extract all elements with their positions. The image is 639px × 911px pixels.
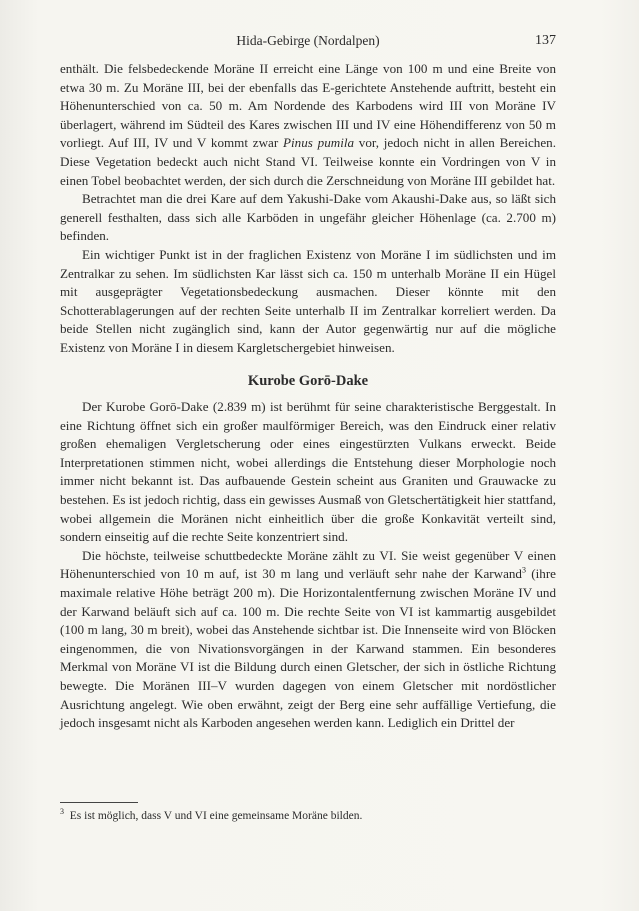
page-body bbox=[60, 60, 556, 733]
paragraph-kurobe-intro: Der Kurobe Gorō-Dake (2.839 m) ist berühmt für seine charakteristische Berggestalt. In eine Richtung öffnet sich ein großer maulförmiger Bereich, was den Eindruck einer relativ großen ehemaligen Vergletscherung oder eines eingestürzten Vulkans erweckt. Beide Interpretationen stimmen nicht, wobei allerdings die Entstehung dieser Morphologie noch immer nicht bekannt ist. Das aufbauende Gestein scheint aus Graniten und Grauwacke zu bestehen. Es ist jedoch richtig, dass ein gewisses Ausmaß von Gletschertätigkeit hier stattfand, wobei allgemein die Moränen nicht einheitlich über die große Konkavität verteilt sind, sondern einseitig auf die rechte Seite konzentriert sind. bbox=[60, 399, 556, 545]
footnote bbox=[60, 808, 556, 824]
paragraph-continued: enthält. Die felsbedeckende Moräne II erreicht eine Länge von 100 m und eine Breite von etwa 30 m. Zu Moräne III, bei der ebenfalls das E-gerichtete Anstehende auftritt, besteht ein Höhenunterschied von ca. 50 m. Am Nordende des Karbodens wird III von Moräne IV überlagert, während im Südteil des Kares zwischen III und IV eine Höhendifferenz von 50 m vorliegt. Auf III, IV und V kommt zwar Pinus pumila vor, jedoch nicht in allen Bereichen. Diese Vegetation bedeckt auch nicht Stand VI. Teilweise konnte ein Vordringen von V in einen Tobel beobachtet werden, der sich durch die Zerschneidung von Moräne III gebildet hat. bbox=[60, 61, 556, 188]
running-head: Hida-Gebirge (Nordalpen) bbox=[236, 33, 380, 48]
paragraph-moraine-six: Die höchste, teilweise schuttbedeckte Moräne zählt zu VI. Sie weist gegenüber V einen Höhenunterschied von 10 m auf, ist 30 m lang und verläuft sehr nahe der Karwand$^3$ (ihre maximale relative Höhe beträgt 200 m). Die Horizontalentfernung zwischen Moräne IV und der Karwand beläuft sich auf ca. 100 m. Die rechte Seite von VI ist kammartig ausgebildet (100 m lang, 30 m breit), wobei das Anstehende sichtbar ist. Die Innenseite wird von Blöcken eingenommen, die von Nivationsvorgängen in der Karwand stammen. Ein besonderes Merkmal von Moräne VI ist die Bildung durch einen Gletscher, der sich in östliche Richtung bewegte. Die Moränen III–V wurden dagegen von einem Gletscher mit nordöstlicher Ausrichtung angelegt. Wie oben erwähnt, zeigt der Berg eine sehr auffällige Vertiefung, die jedoch insgesamt nicht als Karboden angesehen werden kann. Lediglich ein Drittel der bbox=[60, 547, 556, 731]
footnote-text: Es ist möglich, dass V und VI eine gemeinsame Moräne bilden. bbox=[69, 810, 363, 822]
paragraph-moraine-one: Ein wichtiger Punkt ist in der fraglichen Existenz von Moräne I im südlichsten und im Zentralkar zu sehen. Im südlichsten Kar lässt sich ca. 150 m unterhalb Moräne II ein Hügel mit ausgeprägter Vegetationsbedeckung ausmachen. Dieser könnte mit den Schotterablagerungen auf der rechten Seite unterhalb II im Zentralkar korreliert werden. Da beide Stellen nicht zugänglich sind, kann der Autor gegenwärtig nur auf die mögliche Existenz von Moräne I in diesem Kargletschergebiet hinweisen. bbox=[60, 246, 556, 355]
species-name: Pinus pumila bbox=[283, 135, 355, 151]
footnote-ref[interactable]: 3 bbox=[521, 566, 526, 576]
page-number: 137 bbox=[535, 33, 556, 48]
page-header bbox=[60, 33, 556, 53]
footnote-marker: 3 bbox=[60, 807, 64, 817]
section-heading: Kurobe Gorō-Dake bbox=[247, 372, 369, 389]
paragraph-yakushi-kare: Betrachtet man die drei Kare auf dem Yakushi-Dake vom Akaushi-Dake aus, so läßt sich generell festhalten, dass sich alle Karböden in ungefähr gleicher Höhenlage (ca. 2.700 m) befinden. bbox=[60, 191, 556, 244]
footnote-divider bbox=[60, 802, 138, 803]
